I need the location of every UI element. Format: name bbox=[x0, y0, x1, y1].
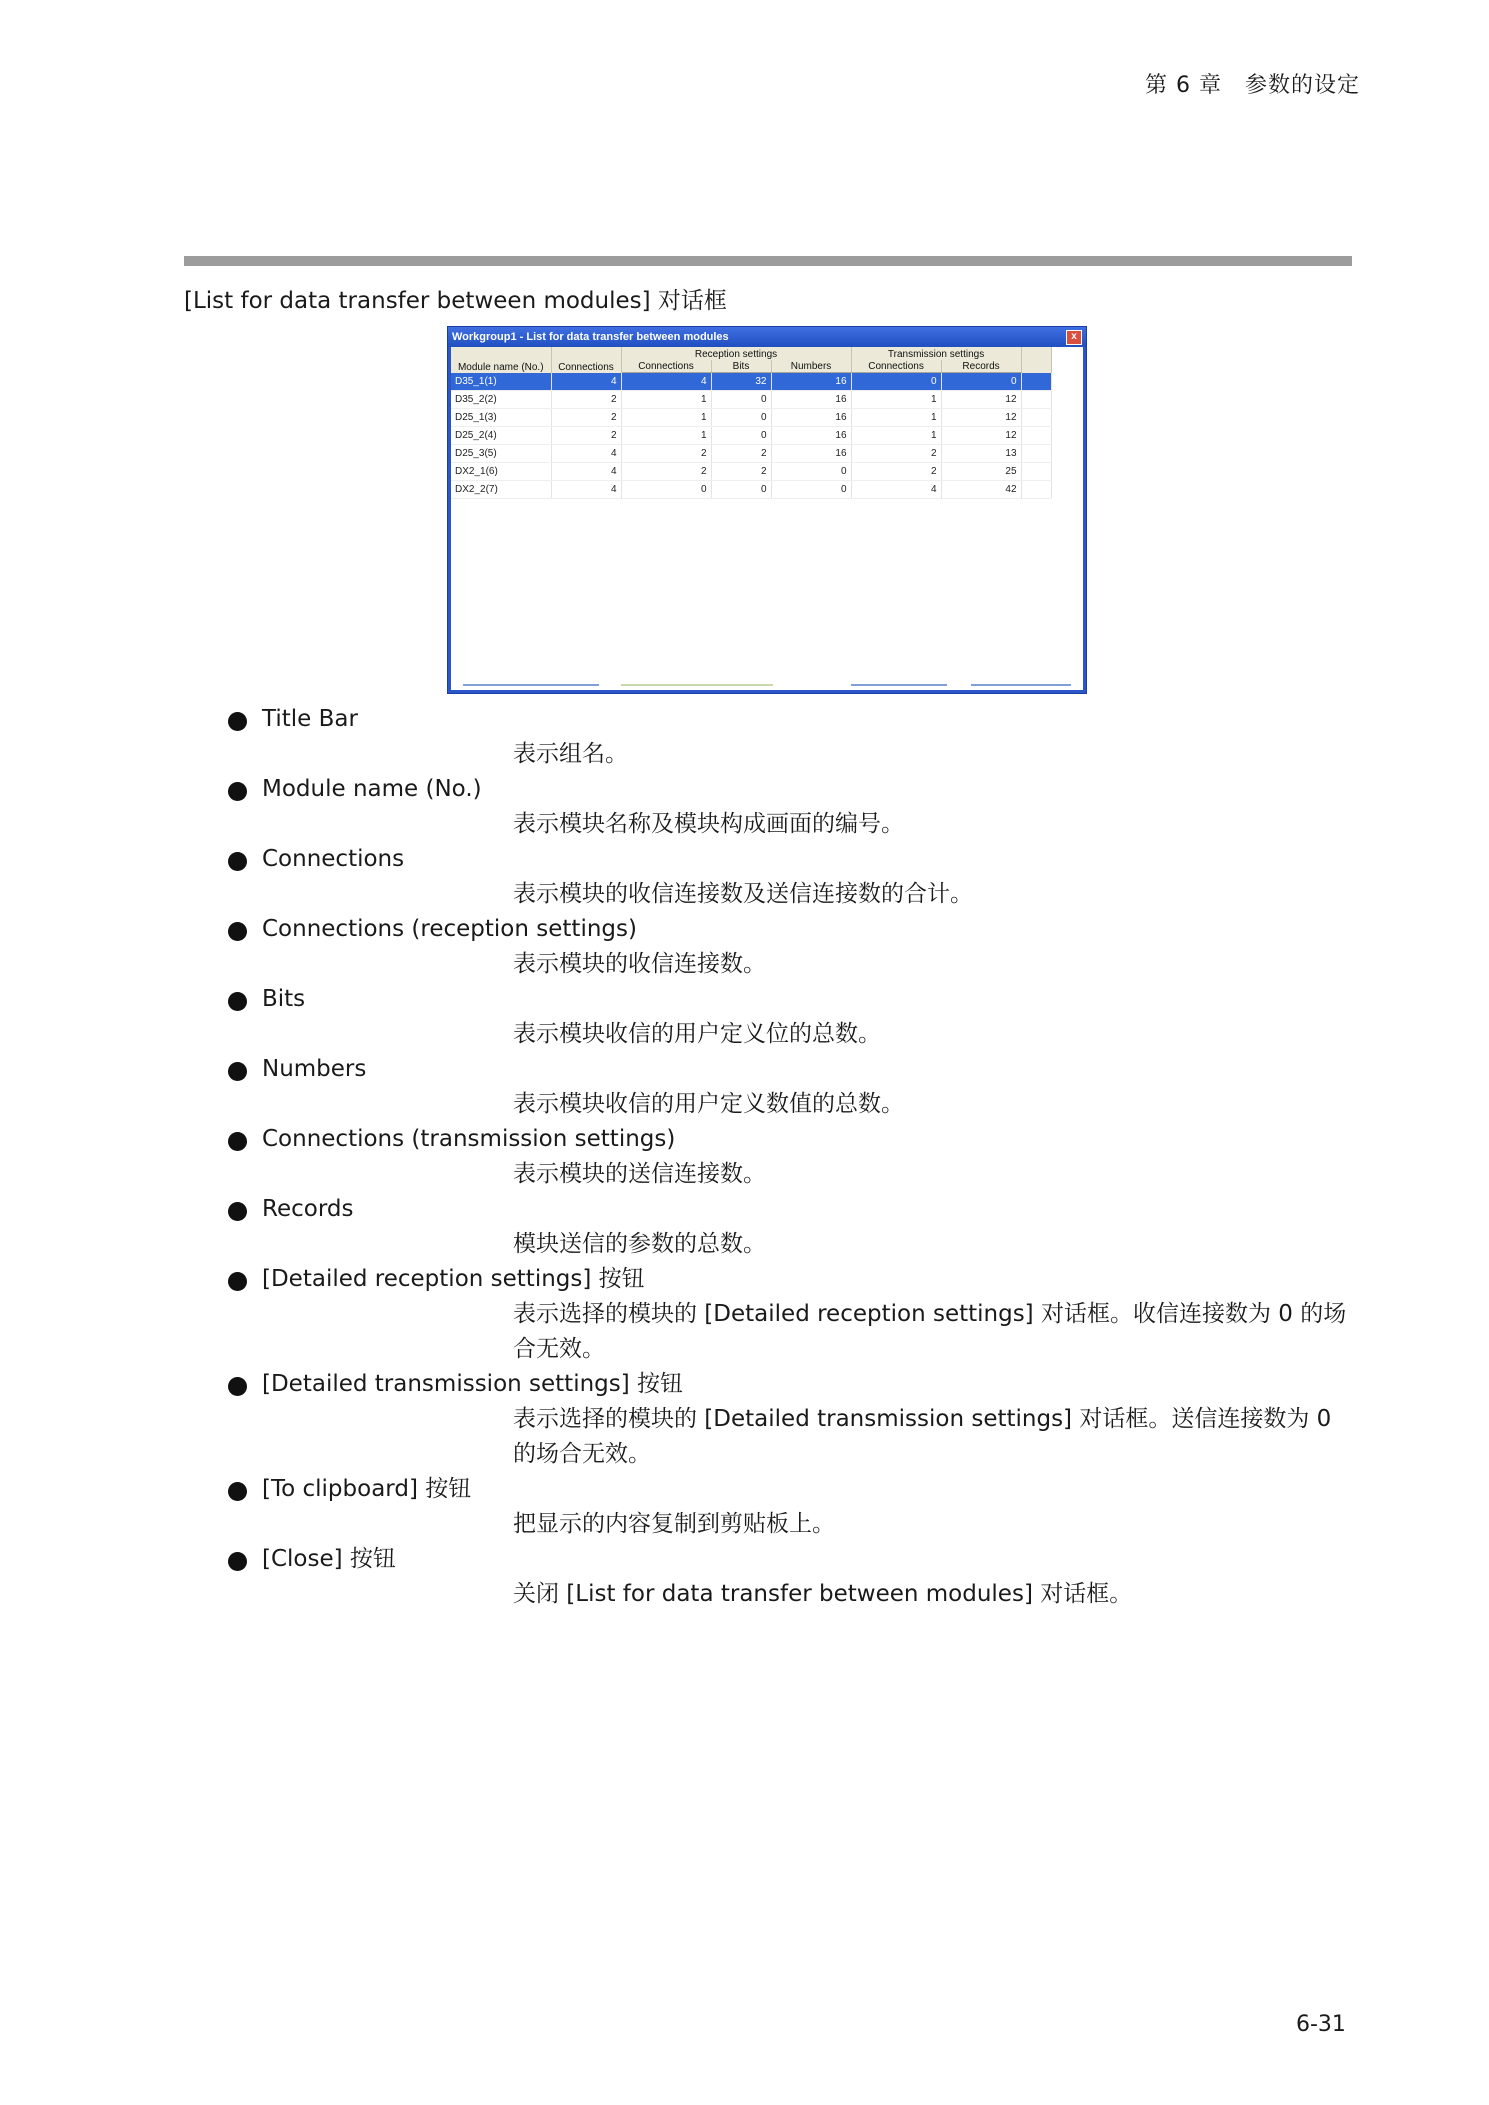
cell-tx-connections: 2 bbox=[851, 445, 941, 463]
item-description: 表示组名。 bbox=[513, 741, 628, 767]
cell-bits: 32 bbox=[711, 373, 771, 391]
cell-records: 13 bbox=[941, 445, 1021, 463]
item-term: Records bbox=[262, 1196, 354, 1222]
table-row[interactable] bbox=[451, 481, 1051, 499]
item-description: 表示模块的收信连接数及送信连接数的合计。 bbox=[513, 881, 973, 907]
table-row[interactable] bbox=[451, 463, 1051, 481]
item-description: 表示选择的模块的 [Detailed reception settings] 对话框。收信连接数为 0 的场合无效。 bbox=[513, 1301, 1347, 1362]
item-description: 表示模块收信的用户定义位的总数。 bbox=[513, 1021, 881, 1047]
list-item bbox=[228, 1122, 1358, 1192]
list-item bbox=[228, 1542, 1358, 1612]
dialog-title-bar bbox=[448, 327, 1086, 347]
cell-tx-connections: 0 bbox=[851, 373, 941, 391]
column-header-filler bbox=[1021, 347, 1051, 373]
table-row[interactable] bbox=[451, 373, 1051, 391]
column-header-numbers[interactable]: Numbers bbox=[771, 360, 851, 373]
cell-tx-connections: 4 bbox=[851, 481, 941, 499]
cell-filler bbox=[1021, 481, 1051, 499]
item-term: [To clipboard] 按钮 bbox=[262, 1476, 472, 1502]
cell-filler bbox=[1021, 445, 1051, 463]
item-description: 表示模块收信的用户定义数值的总数。 bbox=[513, 1091, 904, 1117]
cell-bits: 0 bbox=[711, 427, 771, 445]
chapter-header: 第 6 章 参数的设定 bbox=[1145, 73, 1360, 98]
dialog-title: Workgroup1 - List for data transfer between modules bbox=[452, 331, 729, 343]
item-term: [Close] 按钮 bbox=[262, 1546, 396, 1572]
cell-connections: 2 bbox=[551, 391, 621, 409]
cell-connections: 4 bbox=[551, 445, 621, 463]
section-divider bbox=[184, 256, 1352, 266]
cell-numbers: 16 bbox=[771, 409, 851, 427]
item-description: 模块送信的参数的总数。 bbox=[513, 1231, 766, 1257]
item-term: Bits bbox=[262, 986, 306, 1012]
table-row[interactable] bbox=[451, 409, 1051, 427]
cell-bits: 0 bbox=[711, 391, 771, 409]
cell-module-name: D25_1(3) bbox=[451, 409, 551, 427]
list-item bbox=[228, 1262, 1358, 1367]
cell-bits: 2 bbox=[711, 463, 771, 481]
description-list bbox=[228, 702, 1358, 1612]
cell-rx-connections: 1 bbox=[621, 427, 711, 445]
cell-module-name: D35_1(1) bbox=[451, 373, 551, 391]
cell-filler bbox=[1021, 427, 1051, 445]
section-title: [List for data transfer between modules] 对话框 bbox=[184, 288, 727, 314]
item-term: Numbers bbox=[262, 1056, 367, 1082]
page-number: 6-31 bbox=[1296, 2012, 1346, 2037]
bullet-icon bbox=[228, 1377, 247, 1396]
cell-records: 0 bbox=[941, 373, 1021, 391]
cell-bits: 0 bbox=[711, 409, 771, 427]
cell-tx-connections: 1 bbox=[851, 409, 941, 427]
bullet-icon bbox=[228, 1272, 247, 1291]
cell-connections: 4 bbox=[551, 373, 621, 391]
cell-records: 42 bbox=[941, 481, 1021, 499]
list-item bbox=[228, 1192, 1358, 1262]
table-row[interactable] bbox=[451, 445, 1051, 463]
cell-tx-connections: 1 bbox=[851, 427, 941, 445]
to-clipboard-button[interactable] bbox=[851, 684, 947, 690]
list-item bbox=[228, 1472, 1358, 1542]
item-description: 关闭 [List for data transfer between modules] 对话框。 bbox=[513, 1581, 1133, 1607]
bullet-icon bbox=[228, 852, 247, 871]
list-item bbox=[228, 842, 1358, 912]
cell-module-name: D25_2(4) bbox=[451, 427, 551, 445]
cell-bits: 2 bbox=[711, 445, 771, 463]
item-term: [Detailed reception settings] 按钮 bbox=[262, 1266, 645, 1292]
bullet-icon bbox=[228, 1552, 247, 1571]
cell-module-name: D35_2(2) bbox=[451, 391, 551, 409]
dialog-client-area bbox=[451, 347, 1083, 690]
bullet-icon bbox=[228, 1482, 247, 1501]
list-item bbox=[228, 982, 1358, 1052]
item-term: Title Bar bbox=[262, 706, 358, 732]
bullet-icon bbox=[228, 782, 247, 801]
close-icon[interactable]: x bbox=[1066, 330, 1082, 345]
cell-tx-connections: 1 bbox=[851, 391, 941, 409]
cell-connections: 4 bbox=[551, 481, 621, 499]
bullet-icon bbox=[228, 992, 247, 1011]
list-item bbox=[228, 772, 1358, 842]
column-header-tx-connections[interactable]: Connections bbox=[851, 360, 941, 373]
cell-numbers: 16 bbox=[771, 373, 851, 391]
dialog-button-strip bbox=[451, 682, 1083, 690]
close-button[interactable] bbox=[971, 684, 1071, 690]
cell-numbers: 16 bbox=[771, 391, 851, 409]
cell-filler bbox=[1021, 373, 1051, 391]
cell-module-name: DX2_1(6) bbox=[451, 463, 551, 481]
cell-rx-connections: 0 bbox=[621, 481, 711, 499]
bullet-icon bbox=[228, 1202, 247, 1221]
item-term: Connections (reception settings) bbox=[262, 916, 637, 942]
column-header-bits[interactable]: Bits bbox=[711, 360, 771, 373]
cell-connections: 2 bbox=[551, 409, 621, 427]
cell-records: 12 bbox=[941, 409, 1021, 427]
column-header-records[interactable]: Records bbox=[941, 360, 1021, 373]
list-item bbox=[228, 702, 1358, 772]
list-item bbox=[228, 912, 1358, 982]
cell-records: 12 bbox=[941, 427, 1021, 445]
cell-rx-connections: 2 bbox=[621, 463, 711, 481]
item-term: Connections (transmission settings) bbox=[262, 1126, 676, 1152]
cell-records: 12 bbox=[941, 391, 1021, 409]
cell-numbers: 16 bbox=[771, 427, 851, 445]
bullet-icon bbox=[228, 1132, 247, 1151]
cell-filler bbox=[1021, 463, 1051, 481]
column-group-transmission-settings: Transmission settings bbox=[851, 347, 1021, 360]
cell-records: 25 bbox=[941, 463, 1021, 481]
cell-rx-connections: 2 bbox=[621, 445, 711, 463]
bullet-icon bbox=[228, 712, 247, 731]
dialog-screenshot bbox=[447, 326, 1087, 694]
cell-numbers: 16 bbox=[771, 445, 851, 463]
cell-tx-connections: 2 bbox=[851, 463, 941, 481]
module-table bbox=[451, 347, 1052, 499]
column-header-rx-connections[interactable]: Connections bbox=[621, 360, 711, 373]
cell-numbers: 0 bbox=[771, 481, 851, 499]
cell-filler bbox=[1021, 391, 1051, 409]
list-item bbox=[228, 1052, 1358, 1122]
cell-connections: 4 bbox=[551, 463, 621, 481]
item-term: [Detailed transmission settings] 按钮 bbox=[262, 1371, 684, 1397]
bullet-icon bbox=[228, 1062, 247, 1081]
cell-rx-connections: 1 bbox=[621, 391, 711, 409]
cell-numbers: 0 bbox=[771, 463, 851, 481]
bullet-icon bbox=[228, 922, 247, 941]
cell-rx-connections: 1 bbox=[621, 409, 711, 427]
column-header-connections[interactable]: Connections bbox=[551, 347, 621, 373]
cell-module-name: DX2_2(7) bbox=[451, 481, 551, 499]
item-term: Connections bbox=[262, 846, 405, 872]
cell-rx-connections: 4 bbox=[621, 373, 711, 391]
cell-bits: 0 bbox=[711, 481, 771, 499]
detailed-reception-settings-button[interactable] bbox=[463, 684, 599, 690]
item-term: Module name (No.) bbox=[262, 776, 482, 802]
table-row[interactable] bbox=[451, 391, 1051, 409]
item-description: 表示模块名称及模块构成画面的编号。 bbox=[513, 811, 904, 837]
cell-filler bbox=[1021, 409, 1051, 427]
item-description: 表示选择的模块的 [Detailed transmission settings] 对话框。送信连接数为 0 的场合无效。 bbox=[513, 1406, 1332, 1467]
column-group-reception-settings: Reception settings bbox=[621, 347, 851, 360]
cell-module-name: D25_3(5) bbox=[451, 445, 551, 463]
table-row[interactable] bbox=[451, 427, 1051, 445]
list-item bbox=[228, 1367, 1358, 1472]
item-description: 表示模块的收信连接数。 bbox=[513, 951, 766, 977]
detailed-transmission-settings-button[interactable] bbox=[621, 684, 773, 690]
item-description: 表示模块的送信连接数。 bbox=[513, 1161, 766, 1187]
column-header-module-name[interactable]: Module name (No.) bbox=[451, 347, 551, 373]
item-description: 把显示的内容复制到剪贴板上。 bbox=[513, 1511, 835, 1537]
cell-connections: 2 bbox=[551, 427, 621, 445]
